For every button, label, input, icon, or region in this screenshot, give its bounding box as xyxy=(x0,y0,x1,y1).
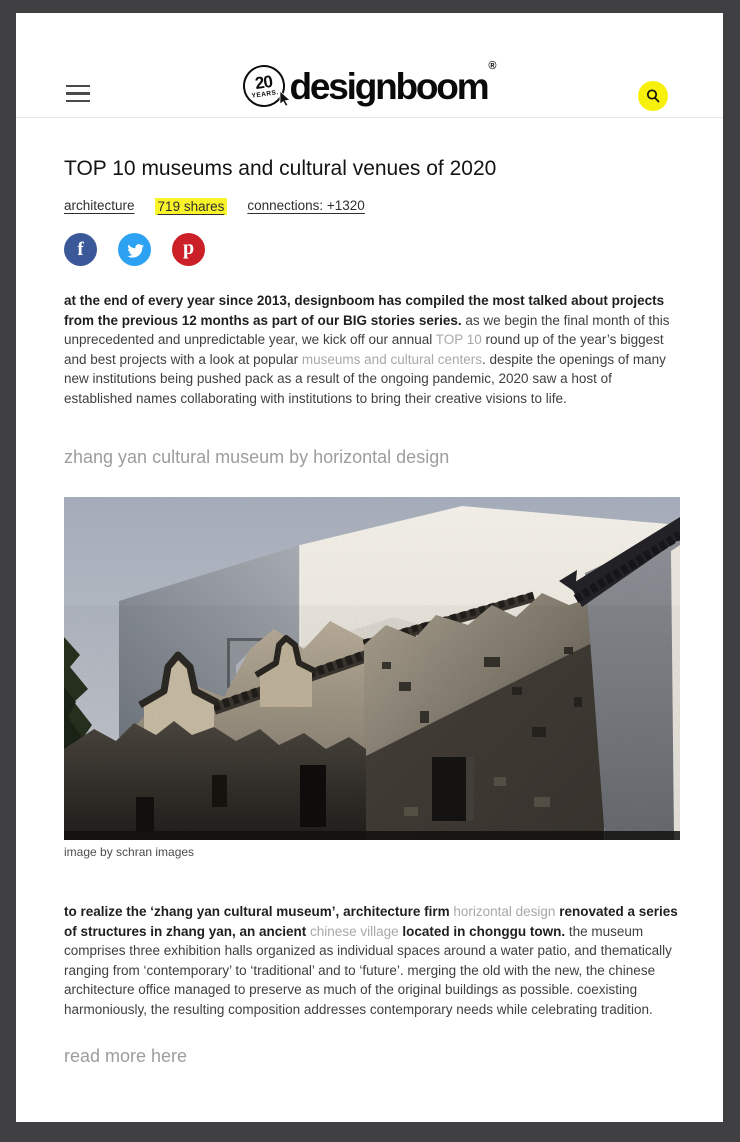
page xyxy=(16,13,723,1122)
registered-mark: ® xyxy=(488,60,497,73)
photo-grain-lower xyxy=(64,627,680,840)
article-figure xyxy=(64,497,680,859)
article-content xyxy=(64,157,680,1067)
intro-paragraph: at the end of every year since 2013, designboom has compiled the most talked about projects from the previous 12 months as part of our BIG stories series. as we begin the final month of this unprecedented and unpredictable year, we kick off our annual TOP 10 round up of the year’s biggest and best projects with a look at popular museums and cultural centers. despite the openings of many new institutions being pushed pack as a result of the ongoing pandemic, 2020 saw a host of established names collaborating with institutions to bring their creative visions to life. xyxy=(64,293,670,406)
search-button[interactable] xyxy=(638,81,668,111)
badge-number: 20 xyxy=(254,71,274,94)
connections-link[interactable]: connections: +1320 xyxy=(247,198,365,213)
search-icon xyxy=(645,88,661,104)
twitter-icon xyxy=(126,241,144,259)
article-title: TOP 10 museums and cultural venues of 2020 xyxy=(64,157,497,180)
shares-link[interactable]: 719 shares xyxy=(155,198,228,215)
body-paragraph: to realize the ‘zhang yan cultural museum’, architecture firm horizontal design renovated a series of structures in zhang yan, an ancient chinese village located in chonggu town. the museum comprises three exhibition halls organized as individual spaces around a water patio, and thematically ranging from ‘contemporary’ to ‘traditional’ and to ‘future’. merging the old with the new, the chinese architecture office managed to preserve as much of the original buildings as possible. coexisting harmoniously, the resulting composition addresses contemporary needs while celebrating tradition. xyxy=(64,904,678,1017)
badge-years: YEARS. xyxy=(251,89,280,100)
social-share-row xyxy=(64,233,680,266)
article-meta xyxy=(64,198,680,215)
site-header xyxy=(16,13,723,118)
facebook-share-button[interactable] xyxy=(64,233,97,266)
anniversary-badge xyxy=(241,62,288,109)
pinterest-icon: p xyxy=(182,237,195,259)
category-link[interactable]: architecture xyxy=(64,198,135,213)
read-more-link[interactable]: read more here xyxy=(64,1046,188,1066)
twitter-share-button[interactable] xyxy=(118,233,151,266)
facebook-icon: f xyxy=(77,238,84,260)
article-photo xyxy=(64,497,680,840)
image-caption: image by schran images xyxy=(64,845,195,859)
pinterest-share-button[interactable] xyxy=(172,233,205,266)
site-logo[interactable] xyxy=(16,60,723,107)
section-heading: zhang yan cultural museum by horizontal design xyxy=(64,447,450,467)
logo-wordmark: designboom® xyxy=(289,60,497,107)
